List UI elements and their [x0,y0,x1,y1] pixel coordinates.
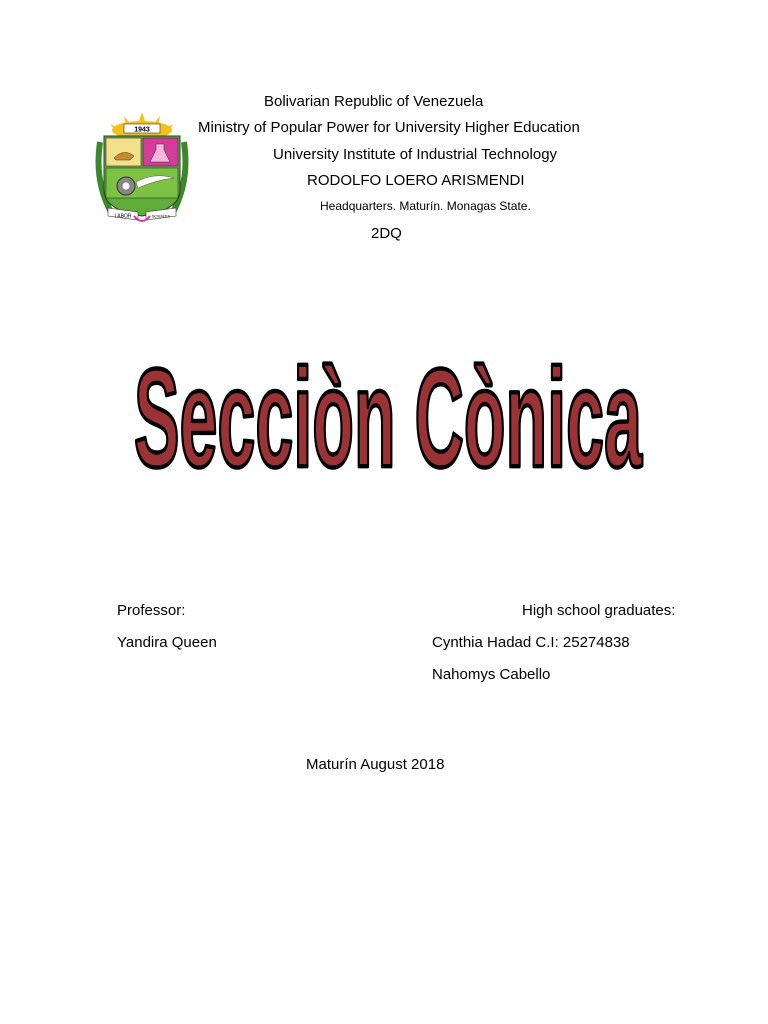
document-title-text: Secciòn Cònica [134,339,643,490]
professor-name: Yandira Queen [117,634,217,651]
header-institute: University Institute of Industrial Technology [273,146,558,163]
graduate-name-1: Cynthia Hadad C.I: 25274838 [432,634,630,651]
graduates-label: High school graduates: [522,602,676,619]
header-institute-name: RODOLFO LOERO ARISMENDI [307,172,525,189]
institution-emblem-icon [94,112,190,226]
header-section-code: 2DQ [371,225,402,242]
emblem-year: 1943 [134,126,150,134]
place-and-date: Maturín August 2018 [306,756,445,773]
graduate-name-2: Nahomys Cabello [432,666,551,683]
header-ministry: Ministry of Popular Power for University Higher Education [198,119,580,136]
emblem-motto-left: LABOR [114,213,132,220]
header-headquarters: Headquarters. Maturín. Monagas State. [320,199,531,213]
professor-label: Professor: [117,602,186,619]
emblem-motto-right: SCIENTIA [151,213,171,219]
header-country: Bolivarian Republic of Venezuela [264,93,484,110]
document-title [128,300,650,490]
